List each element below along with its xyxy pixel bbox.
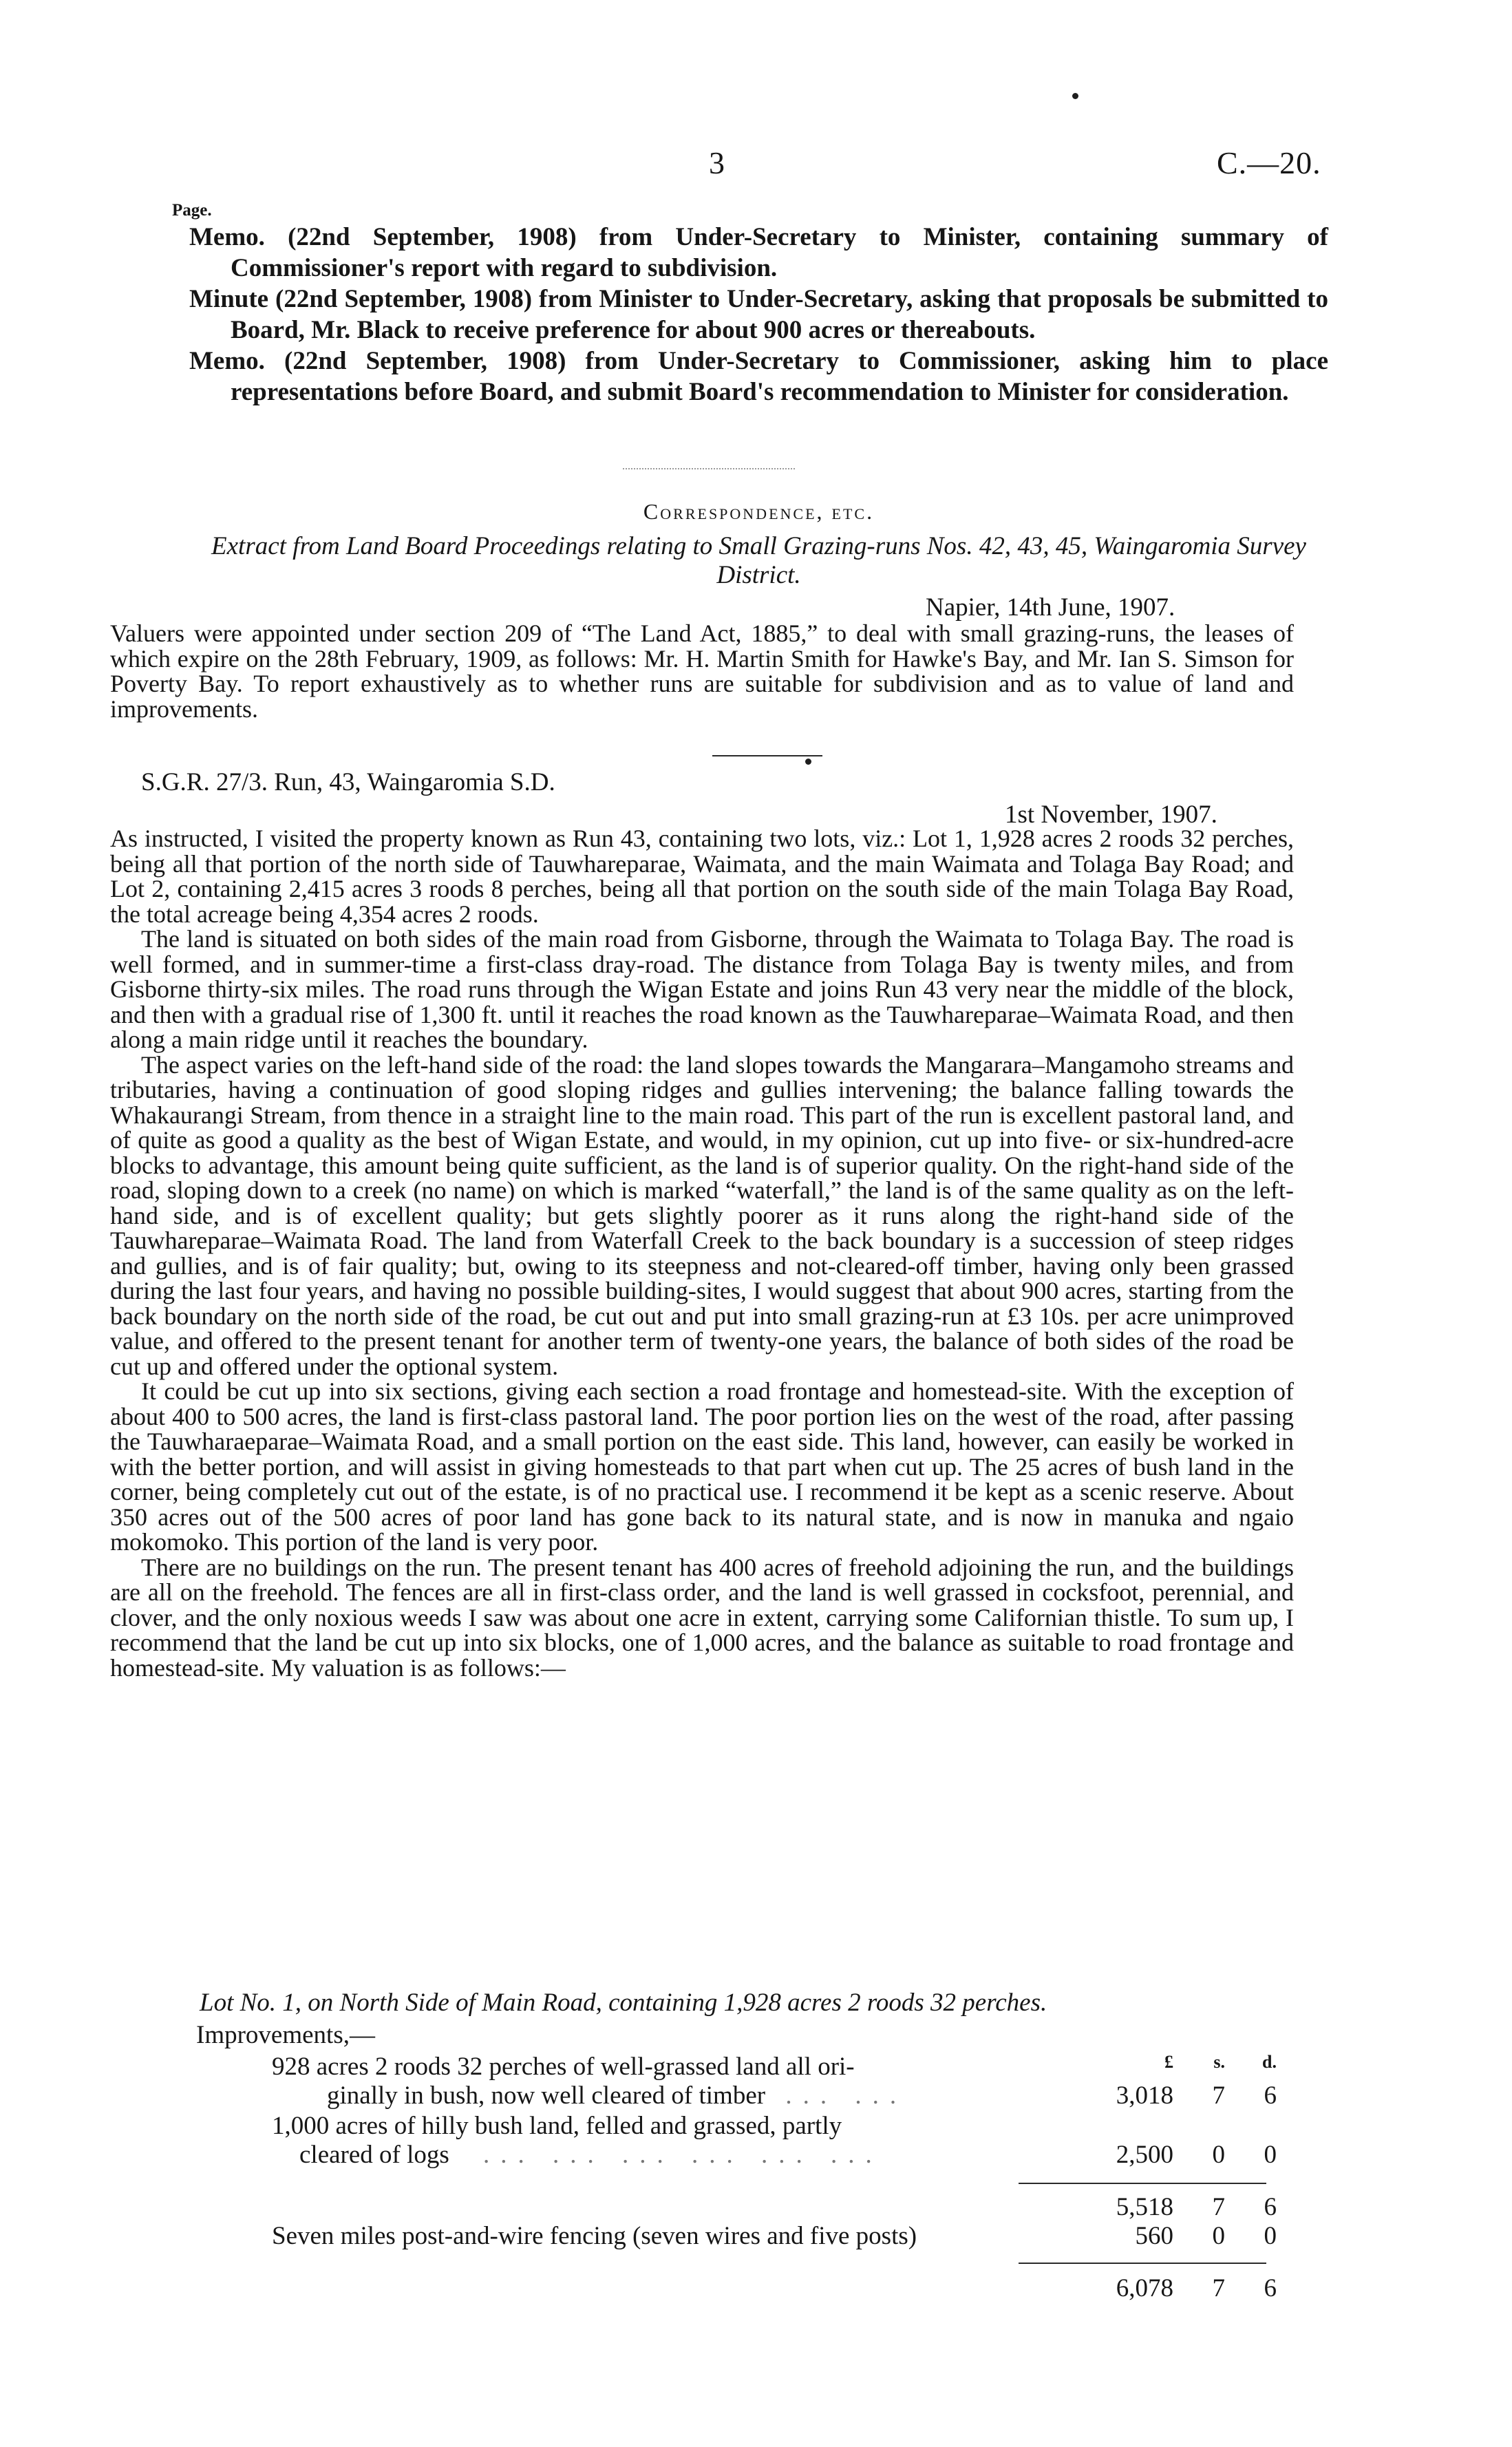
total-pence: 6 [1264,2274,1277,2302]
valuers-paragraph [110,621,1294,721]
fencing-pence: 0 [1264,2222,1277,2250]
report-reference: S.G.R. 27/3. Run, 43, Waingaromia S.D. [141,768,555,796]
shillings-header: s. [1213,2052,1225,2072]
table-row [196,2111,1270,2140]
item1-line1: 928 acres 2 roods 32 perches of well-grassed land all ori- [272,2053,855,2081]
item1-pounds: 3,018 [1116,2081,1173,2110]
fencing-pounds: 560 [1135,2222,1173,2250]
paper-code: C.—20. [1217,145,1321,180]
section-divider [623,468,795,469]
total-rule [1019,2263,1266,2264]
report-paragraph: The land is situated on both sides of the main road from Gisborne, through the Waimata to Tolaga Bay. The road is well formed, and in summer-time a first-class dray-road. The distance from Tolaga Bay is twenty miles, and from Gisborne thirty-six miles. The road runs through the Wigan Estate and joins Run 43 very near the middle of the block, and then with a gradual rise of 1,300 ft. until it reaches the road known as the Tauwhareparae–Waimata Road, and then along a main ridge until it reaches the boundary. [110,925,1294,1053]
fencing-label: Seven miles post-and-wire fencing (seven wires and five posts) [272,2222,917,2250]
bullet-dot-icon [1072,93,1078,99]
subtotal-rule [1019,2183,1266,2184]
subtotal-pounds: 5,518 [1116,2193,1173,2221]
correspondence-heading: Correspondence, etc. [643,499,875,524]
table-row [196,2081,1277,2110]
extract-title: Extract from Land Board Proceedings relating to Small Grazing-runs Nos. 42, 43, 45, Waingaromia Survey District. [211,532,1306,589]
report-paragraph: It could be cut up into six sections, giving each section a road frontage and homestead-site. With the exception of about 400 to 500 acres, the land is first-class pastoral land. The poor portion lies on the west of the road, after passing the Tauwharaeparae–Waimata Road, and a small portion on the east side. This land, however, can easily be worked in with the better portion, and will assist in giving homesteads to that part when cut up. The 25 acres of bush land in the corner, being completely cut out of the estate, is of no practical use. I recommend it be kept as a scenic reserve. About 350 acres out of the 500 acres of poor land has gone back to its natural state, and is now in manuka and ngaio mokomoko. This portion of the land is very poor. [110,1377,1294,1556]
napier-dateline: Napier, 14th June, 1907. [926,593,1175,622]
subtotal-row [196,2192,1277,2221]
item2-line2: cleared of logs [299,2141,449,2169]
fencing-shillings: 0 [1212,2222,1225,2250]
total-pounds: 6,078 [1116,2274,1173,2302]
contents-item: Memo. (22nd September, 1908) from Under-Secretary to Minister, containing summary of Commissioner's report with regard to subdivision. [189,223,1328,282]
contents-list [189,222,1328,407]
rule-separator [712,755,822,756]
leader-dots: ... ... ... ... ... ... [483,2141,883,2169]
lot-heading: Lot No. 1, on North Side of Main Road, containing 1,928 acres 2 roods 32 perches. [200,1989,1047,2017]
item1-line2: ginally in bush, now well cleared of timber [327,2081,766,2110]
table-row [196,2140,1277,2169]
column-header-row [196,2052,1277,2081]
item2-pounds: 2,500 [1116,2141,1173,2169]
item2-line1: 1,000 acres of hilly bush land, felled and grassed, partly [272,2112,842,2140]
valuers-text: Valuers were appointed under section 209 of “The Land Act, 1885,” to deal with small grazing-runs, the leases of which expire on the 28th February, 1909, as follows: Mr. H. Martin Smith for Hawke's Bay, and Mr. Ian S. Simson for Poverty Bay. To report exhaustively as to whether runs are suitable for subdivision and as to value of land and improvements. [110,619,1294,723]
improvements-label: Improvements,— [196,2021,375,2049]
page-number: 3 [709,145,725,180]
item1-pence: 6 [1264,2081,1277,2110]
subtotal-pence: 6 [1264,2193,1277,2221]
report-paragraph: The aspect varies on the left-hand side of the road: the land slopes towards the Mangarara–Mangamoho streams and tributaries, having a continuation of good sloping ridges and gullies intervening; the balance falling towards the Whakaurangi Stream, from thence in a straight line to the main road. This part of the run is excellent pastoral land, and of quite as good a quality as the best of Wigan Estate, and would, in my opinion, cut up into five- or six-hundred-acre blocks to advantage, this amount being quite sufficient, as the land is of superior quality. On the right-hand side of the road, sloping down to a creek (no name) on which is marked “waterfall,” the land is of the same quality as on the left-hand side, and is of excellent quality; but gets slightly poorer as it runs along the right-hand side of the Tauwhareparae–Waimata Road. The land from Waterfall Creek to the back boundary is a succession of steep ridges and gullies, and is of fair quality; but, owing to its steepness and not-cleared-off timber, having only been grassed during the last four years, and having no possible building-sites, I would suggest that about 900 acres, starting from the back boundary on the north side of the road, be cut out and put into small grazing-run at £3 10s. per acre unimproved value, and offered to the present tenant for another term of twenty-one years, the balance of both sides of the road be cut up and offered under the optional system. [110,1050,1294,1380]
item1-shillings: 7 [1212,2081,1225,2110]
report-paragraph: As instructed, I visited the property known as Run 43, containing two lots, viz.: Lot 1, 1,928 acres 2 roods 32 perches, being all that portion of the north side of Tauwhareparae, Waimata, and the main Waimata and Tolaga Bay Road; and Lot 2, containing 2,415 acres 3 roods 8 perches, being all that portion on the south side of the main Tolaga Bay Road, the total acreage being 4,354 acres 2 roods. [110,825,1294,928]
leader-dots: ... ... [785,2081,908,2110]
total-row [196,2274,1277,2302]
contents-item: Minute (22nd September, 1908) from Minister to Under-Secretary, asking that proposals be submitted to Board, Mr. Black to receive preference for about 900 acres or thereabouts. [189,285,1328,344]
report-date: 1st November, 1907. [1005,801,1217,829]
report-paragraph: There are no buildings on the run. The present tenant has 400 acres of freehold adjoining the run, and the buildings are all on the freehold. The fences are all in first-class order, and the land is well grassed in cocksfoot, perennial, and clover, and the only noxious weeds I saw was about one acre in extent, carrying some Californian thistle. To sum up, I recommend that the land be cut up into six blocks, one of 1,000 acres, and the balance as suitable to road frontage and homestead-site. My valuation is as follows:— [110,1553,1294,1682]
report-body [110,826,1294,1680]
pounds-header: £ [1164,2052,1173,2072]
item2-pence: 0 [1264,2141,1277,2169]
bullet-dot-icon [805,759,811,765]
pence-header: d. [1262,2052,1277,2072]
total-shillings: 7 [1212,2274,1225,2302]
improvements-row [196,2020,1270,2049]
page-column-label: Page. [172,201,212,220]
contents-item: Memo. (22nd September, 1908) from Under-Secretary to Commissioner, asking him to place representations before Board, and submit Board's recommendation to Minister for consideration. [189,347,1328,406]
subtotal-shillings: 7 [1212,2193,1225,2221]
fencing-row [196,2221,1277,2250]
item2-shillings: 0 [1212,2141,1225,2169]
